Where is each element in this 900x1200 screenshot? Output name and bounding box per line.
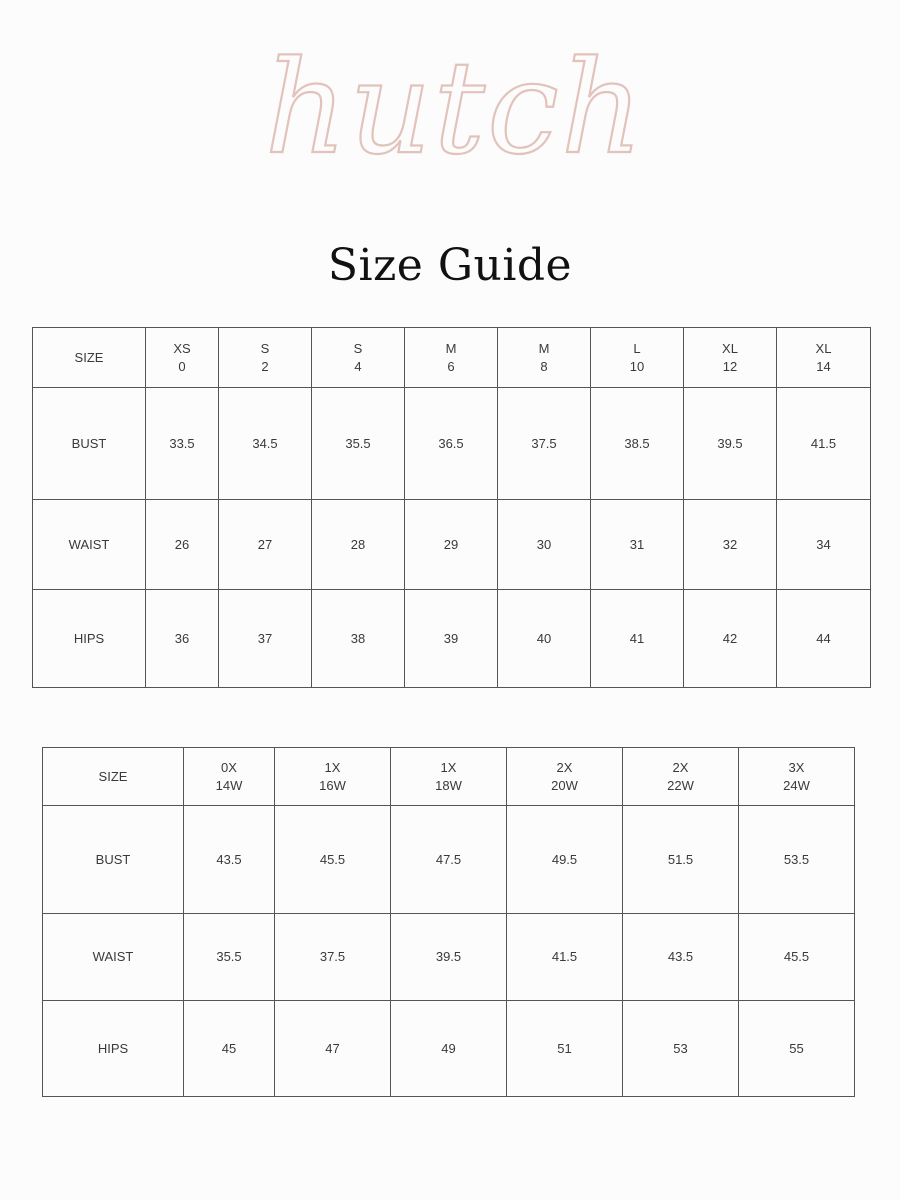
value-cell: 35.5 — [312, 388, 405, 500]
value-cell: 41.5 — [507, 914, 623, 1001]
value-cell: 29 — [405, 500, 498, 590]
value-cell: 37 — [219, 590, 312, 688]
value-cell: 38 — [312, 590, 405, 688]
brand-logo-text: hutch — [264, 40, 646, 180]
value-cell: 34.5 — [219, 388, 312, 500]
value-cell: 47 — [275, 1001, 391, 1097]
table-row — [33, 500, 871, 590]
size-cell: 1X 16W — [275, 748, 391, 806]
size-cell: 2X 22W — [623, 748, 739, 806]
value-cell: 55 — [739, 1001, 855, 1097]
brand-logo — [210, 40, 700, 180]
size-cell: M 6 — [405, 328, 498, 388]
value-cell: 51 — [507, 1001, 623, 1097]
value-cell: 36 — [146, 590, 219, 688]
value-cell: 32 — [684, 500, 777, 590]
row-label-size: SIZE — [43, 748, 184, 806]
value-cell: 34 — [777, 500, 871, 590]
table-row — [43, 748, 855, 806]
value-cell: 27 — [219, 500, 312, 590]
value-cell: 51.5 — [623, 806, 739, 914]
size-cell: XS 0 — [146, 328, 219, 388]
size-cell: L 10 — [591, 328, 684, 388]
row-label-hips: HIPS — [33, 590, 146, 688]
size-cell: 3X 24W — [739, 748, 855, 806]
value-cell: 41 — [591, 590, 684, 688]
table-row — [43, 806, 855, 914]
table-row — [33, 590, 871, 688]
value-cell: 45.5 — [739, 914, 855, 1001]
page-title: Size Guide — [327, 240, 573, 291]
value-cell: 49.5 — [507, 806, 623, 914]
value-cell: 35.5 — [184, 914, 275, 1001]
size-cell: S 2 — [219, 328, 312, 388]
value-cell: 41.5 — [777, 388, 871, 500]
value-cell: 43.5 — [623, 914, 739, 1001]
value-cell: 36.5 — [405, 388, 498, 500]
row-label-waist: WAIST — [33, 500, 146, 590]
table-row — [33, 388, 871, 500]
size-cell: 0X 14W — [184, 748, 275, 806]
size-cell: 2X 20W — [507, 748, 623, 806]
value-cell: 31 — [591, 500, 684, 590]
size-cell: 1X 18W — [391, 748, 507, 806]
table-row — [43, 914, 855, 1001]
value-cell: 45 — [184, 1001, 275, 1097]
value-cell: 26 — [146, 500, 219, 590]
size-cell: S 4 — [312, 328, 405, 388]
value-cell: 30 — [498, 500, 591, 590]
value-cell: 39.5 — [391, 914, 507, 1001]
table-row — [33, 328, 871, 388]
value-cell: 49 — [391, 1001, 507, 1097]
value-cell: 37.5 — [498, 388, 591, 500]
size-table-plus — [42, 747, 855, 1097]
value-cell: 47.5 — [391, 806, 507, 914]
value-cell: 40 — [498, 590, 591, 688]
value-cell: 43.5 — [184, 806, 275, 914]
size-cell: XL 12 — [684, 328, 777, 388]
value-cell: 45.5 — [275, 806, 391, 914]
value-cell: 42 — [684, 590, 777, 688]
value-cell: 39.5 — [684, 388, 777, 500]
size-table-standard — [32, 327, 871, 688]
value-cell: 28 — [312, 500, 405, 590]
value-cell: 39 — [405, 590, 498, 688]
value-cell: 37.5 — [275, 914, 391, 1001]
value-cell: 44 — [777, 590, 871, 688]
value-cell: 53 — [623, 1001, 739, 1097]
size-cell: XL 14 — [777, 328, 871, 388]
row-label-bust: BUST — [33, 388, 146, 500]
brand-logo-graphic — [210, 40, 700, 180]
row-label-waist: WAIST — [43, 914, 184, 1001]
value-cell: 33.5 — [146, 388, 219, 500]
value-cell: 38.5 — [591, 388, 684, 500]
table-row — [43, 1001, 855, 1097]
value-cell: 53.5 — [739, 806, 855, 914]
row-label-bust: BUST — [43, 806, 184, 914]
row-label-size: SIZE — [33, 328, 146, 388]
row-label-hips: HIPS — [43, 1001, 184, 1097]
size-cell: M 8 — [498, 328, 591, 388]
